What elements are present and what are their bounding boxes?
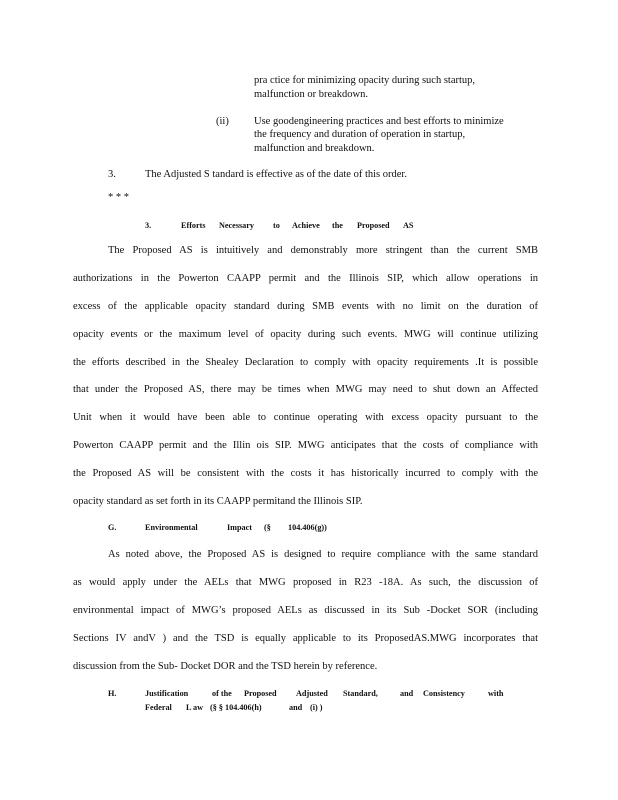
paragraph-line: environmental impact of MWG’s proposed AELs as discussed in its Sub -Docket SOR (including bbox=[73, 605, 538, 616]
heading-word: Proposed bbox=[244, 689, 277, 698]
heading-word: Efforts bbox=[181, 221, 206, 230]
paragraph-line: The Proposed AS is intuitively and demonstrably more stringent than the current SMB bbox=[108, 245, 538, 256]
heading-word: (§ § 104.406(h) bbox=[210, 703, 262, 712]
paragraph-line: opacity standard as set forth in its CAAPP permitand the Illinois SIP. bbox=[73, 496, 363, 507]
text-line: Use goodengineering practices and best efforts to minimize bbox=[254, 116, 504, 127]
text-line: malfunction or breakdown. bbox=[254, 89, 369, 100]
heading-word: (§ bbox=[264, 523, 271, 532]
heading-word: AS bbox=[403, 221, 414, 230]
item-text: The Adjusted S tandard is effective as of the date of this order. bbox=[145, 169, 407, 180]
heading-number: 3. bbox=[145, 221, 152, 230]
paragraph-line: discussion from the Sub- Docket DOR and the TSD herein by reference. bbox=[73, 661, 378, 672]
heading-word: Necessary bbox=[219, 221, 255, 230]
heading-word: Adjusted bbox=[296, 689, 328, 698]
heading-word: Justification bbox=[145, 689, 189, 698]
paragraph-line: as would apply under the AELs that MWG proposed in R23 -18A. As such, the discussion of bbox=[73, 577, 538, 588]
paragraph-line: Powerton CAAPP permit and the Illin ois SIP. MWG anticipates that the costs of compliance with bbox=[73, 440, 538, 451]
heading-word: L aw bbox=[186, 703, 204, 712]
heading-word: Achieve bbox=[292, 221, 320, 230]
paragraph-line: Sections IV andV ) and the TSD is equally applicable to its ProposedAS.MWG incorporates that bbox=[73, 633, 538, 644]
text-line: pra ctice for minimizing opacity during such startup, bbox=[254, 75, 476, 86]
item-number: 3. bbox=[108, 169, 116, 180]
heading-word: to bbox=[273, 221, 280, 230]
list-label: (ii) bbox=[216, 116, 229, 127]
paragraph-line: the Proposed AS will be consistent with the costs it has historically incurred to comply with the bbox=[73, 468, 538, 479]
heading-word: Standard, bbox=[343, 689, 378, 698]
paragraph-line: Unit when it would have been able to continue operating with excess opacity pursuant to the bbox=[73, 412, 538, 423]
text-line: the frequency and duration of operation in startup, bbox=[254, 129, 466, 140]
heading-letter: G. bbox=[108, 523, 117, 532]
paragraph-line: As noted above, the Proposed AS is designed to require compliance with the same standard bbox=[108, 549, 538, 560]
heading-word: 104.406(g)) bbox=[288, 523, 327, 532]
heading-word: the bbox=[332, 221, 343, 230]
heading-word: and bbox=[289, 703, 303, 712]
heading-word: of the bbox=[212, 689, 232, 698]
paragraph-line: authorizations in the Powerton CAAPP permit and the Illinois SIP, which allow operations in bbox=[73, 273, 538, 284]
section-break-stars: * * * bbox=[108, 192, 129, 203]
heading-word: Proposed bbox=[357, 221, 390, 230]
heading-word: Impact bbox=[227, 523, 253, 532]
paragraph-line: that under the Proposed AS, there may be times when MWG may need to shut down an Affected bbox=[73, 384, 538, 395]
text-line: malfunction and breakdown. bbox=[254, 143, 375, 154]
heading-word: (i) ) bbox=[310, 703, 323, 712]
paragraph-line: opacity events or the maximum level of opacity during such events. MWG will continue utilizing bbox=[73, 329, 538, 340]
heading-word: Environmental bbox=[145, 523, 198, 532]
heading-word: with bbox=[488, 689, 504, 698]
heading-word: Consistency bbox=[423, 689, 465, 698]
paragraph-line: excess of the applicable opacity standard during SMB events with no limit on the duration of bbox=[73, 301, 538, 312]
paragraph-line: the efforts described in the Shealey Declaration to comply with opacity requirements .It is possible bbox=[73, 357, 538, 368]
heading-word: and bbox=[400, 689, 414, 698]
heading-word: Federal bbox=[145, 703, 172, 712]
heading-letter: H. bbox=[108, 689, 117, 698]
